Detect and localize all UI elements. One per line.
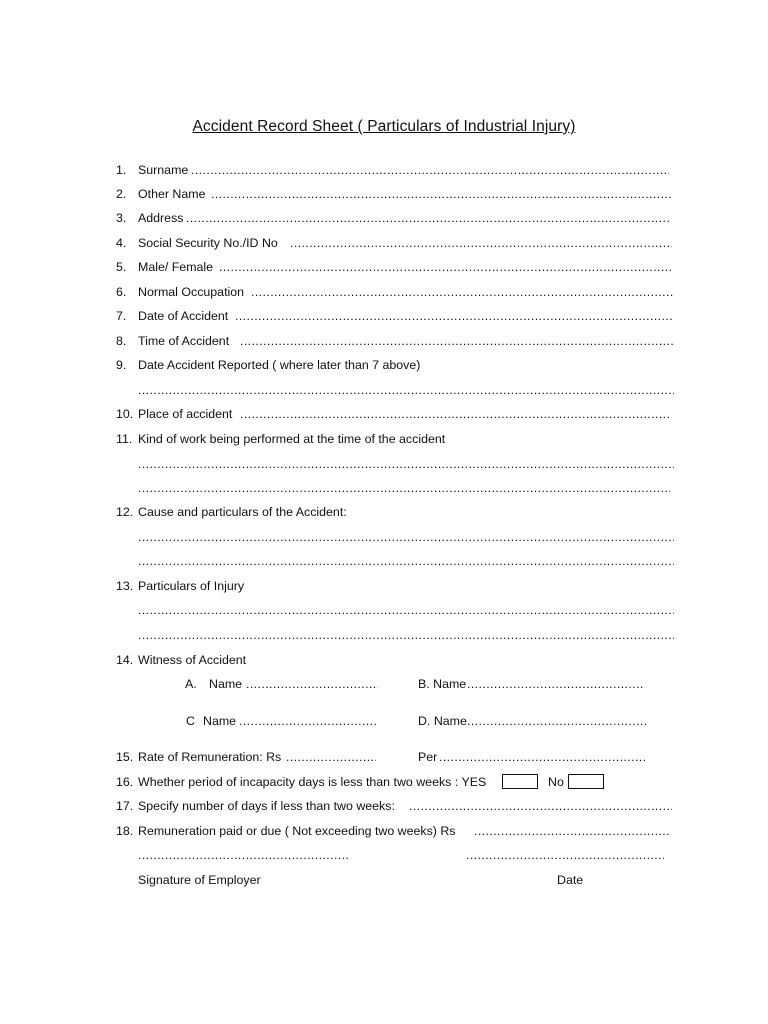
- signature-employer-label: Signature of Employer: [138, 873, 261, 887]
- form-item-place-of-accident: [116, 405, 676, 423]
- item-label: Specify number of days if less than two weeks:: [138, 799, 395, 813]
- item-label: Surname: [138, 163, 189, 177]
- item-number: 5.: [116, 260, 127, 274]
- fill-line-address[interactable]: [186, 209, 671, 227]
- form-item-gender: [116, 258, 676, 276]
- fill-line-date-reported[interactable]: [138, 381, 674, 399]
- item-number: 11.: [116, 432, 133, 446]
- item-number: 8.: [116, 334, 127, 348]
- witness-c-label: Name: [203, 714, 237, 728]
- item-number: 13.: [116, 579, 134, 593]
- form-item-time-of-accident: [116, 332, 676, 350]
- form-item-date-reported: [116, 356, 676, 374]
- item-number: 12.: [116, 505, 134, 519]
- item-label: Social Security No./ID No: [138, 236, 278, 250]
- item-label: Kind of work being performed at the time of the accident: [138, 432, 446, 446]
- item-number: 9.: [116, 358, 127, 372]
- item-label: Normal Occupation: [138, 285, 245, 299]
- item-number: 16.: [116, 775, 134, 789]
- witness-d-label: D. Name: [418, 714, 467, 728]
- yes-checkbox[interactable]: [502, 774, 538, 789]
- witness-a-letter: A.: [185, 677, 197, 691]
- fill-line-specify-days[interactable]: [409, 797, 672, 815]
- page-title: Accident Record Sheet ( Particulars of Industrial Injury): [192, 118, 576, 135]
- no-checkbox[interactable]: [568, 774, 604, 789]
- form-item-social-security: [116, 234, 676, 252]
- witness-c-letter: C: [186, 714, 195, 728]
- item-label: Date Accident Reported ( where later than 7 above): [138, 358, 421, 372]
- fill-line-place-of-accident[interactable]: [240, 405, 671, 423]
- item-label: Particulars of Injury: [138, 579, 245, 593]
- form-item-other-name: [116, 185, 676, 203]
- item-label: Witness of Accident: [138, 653, 247, 667]
- fill-line-cause-2[interactable]: [138, 552, 674, 570]
- item-label: Time of Accident: [138, 334, 230, 348]
- fill-line-social-security[interactable]: [290, 234, 672, 252]
- item-number: 4.: [116, 236, 127, 250]
- signature-date-label: Date: [557, 873, 584, 887]
- item-number: 14.: [116, 653, 134, 667]
- fill-line-remuneration-paid[interactable]: [474, 822, 670, 840]
- item-label: Place of accident: [138, 407, 233, 421]
- no-label: No: [548, 775, 564, 789]
- form-item-specify-days: [116, 797, 676, 815]
- item-label: Address: [138, 211, 184, 225]
- item-number: 3.: [116, 211, 127, 225]
- item-label: Male/ Female: [138, 260, 214, 274]
- item-number: 1.: [116, 163, 127, 177]
- fill-line-witness-d[interactable]: [467, 712, 646, 730]
- fill-line-time-of-accident[interactable]: [240, 332, 673, 350]
- per-label: Per: [418, 750, 438, 764]
- item-number: 2.: [116, 187, 127, 201]
- form-item-particulars-of-injury: [116, 577, 676, 595]
- item-label: Other Name: [138, 187, 206, 201]
- form-item-kind-of-work: [116, 430, 676, 448]
- item-number: 7.: [116, 309, 127, 323]
- item-label: Date of Accident: [138, 309, 229, 323]
- fill-line-injury-2[interactable]: [138, 626, 674, 644]
- form-item-surname: [116, 161, 676, 179]
- fill-line-witness-c[interactable]: [239, 712, 377, 730]
- form-item-address: [116, 209, 676, 227]
- form-item-incapacity: [116, 773, 506, 791]
- fill-line-per[interactable]: [439, 748, 645, 766]
- form-item-date-of-accident: [116, 307, 676, 325]
- signature-line-employer[interactable]: [138, 846, 348, 864]
- item-number: 17.: [116, 799, 134, 813]
- form-item-witness: [116, 651, 676, 669]
- fill-line-rate[interactable]: [286, 748, 376, 766]
- fill-line-witness-b[interactable]: [467, 675, 645, 693]
- fill-line-normal-occupation[interactable]: [251, 283, 674, 301]
- fill-line-date-of-accident[interactable]: [235, 307, 672, 325]
- item-number: 6.: [116, 285, 127, 299]
- item-number: 18.: [116, 824, 134, 838]
- item-label: Remuneration paid or due ( Not exceeding two weeks) Rs: [138, 824, 456, 838]
- item-label: Whether period of incapacity days is less than two weeks : YES: [138, 775, 487, 789]
- fill-line-gender[interactable]: [219, 258, 671, 276]
- item-number: 10.: [116, 407, 134, 421]
- witness-a-label: Name: [209, 677, 243, 691]
- fill-line-kind-of-work-2[interactable]: [138, 479, 670, 497]
- witness-b-label: B. Name: [418, 677, 467, 691]
- form-item-remuneration-paid: [116, 822, 676, 840]
- form-item-normal-occupation: [116, 283, 676, 301]
- fill-line-surname[interactable]: [191, 161, 669, 179]
- item-label: Rate of Remuneration: Rs: [138, 750, 282, 764]
- fill-line-other-name[interactable]: [211, 185, 671, 203]
- form-item-cause: [116, 503, 676, 521]
- fill-line-injury-1[interactable]: [138, 601, 674, 619]
- signature-line-date[interactable]: [466, 846, 664, 864]
- item-number: 15.: [116, 750, 134, 764]
- fill-line-cause-1[interactable]: [138, 528, 674, 546]
- item-label: Cause and particulars of the Accident:: [138, 505, 347, 519]
- fill-line-kind-of-work-1[interactable]: [138, 455, 674, 473]
- fill-line-witness-a[interactable]: [246, 675, 378, 693]
